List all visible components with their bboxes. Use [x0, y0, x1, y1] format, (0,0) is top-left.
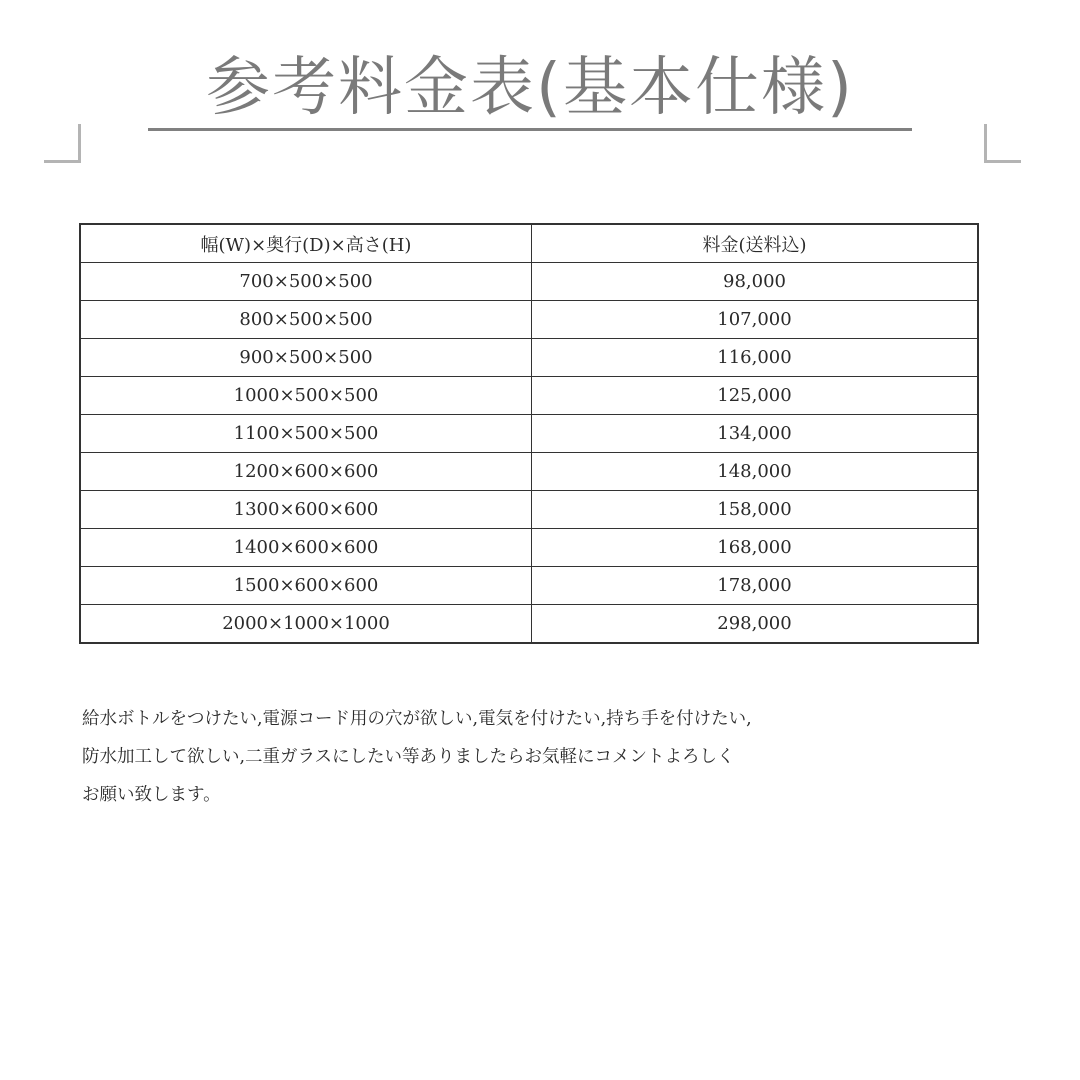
note-line: 給水ボトルをつけたい,電源コード用の穴が欲しい,電気を付けたい,持ち手を付けたい,: [82, 709, 752, 729]
size-cell: 2000×1000×1000: [80, 605, 532, 644]
price-cell: 98,000: [532, 263, 979, 301]
price-cell: 148,000: [532, 453, 979, 491]
price-cell: 116,000: [532, 339, 979, 377]
size-cell: 1200×600×600: [80, 453, 532, 491]
header-price: 料金(送料込): [532, 224, 979, 263]
customization-notes: [82, 700, 962, 814]
table-row: [80, 453, 978, 491]
price-cell: 298,000: [532, 605, 979, 644]
size-cell: 1400×600×600: [80, 529, 532, 567]
table-row: [80, 567, 978, 605]
table-row: [80, 415, 978, 453]
price-cell: 158,000: [532, 491, 979, 529]
table-row: [80, 529, 978, 567]
price-cell: 178,000: [532, 567, 979, 605]
table-row: [80, 605, 978, 644]
table-row: [80, 301, 978, 339]
size-cell: 800×500×500: [80, 301, 532, 339]
note-line: お願い致します。: [82, 785, 221, 805]
table-row: [80, 491, 978, 529]
size-cell: 1500×600×600: [80, 567, 532, 605]
size-cell: 700×500×500: [80, 263, 532, 301]
price-cell: 107,000: [532, 301, 979, 339]
table-row: [80, 377, 978, 415]
price-cell: 168,000: [532, 529, 979, 567]
size-cell: 1100×500×500: [80, 415, 532, 453]
size-cell: 1000×500×500: [80, 377, 532, 415]
page-title: 参考料金表(基本仕様): [206, 51, 854, 125]
size-cell: 900×500×500: [80, 339, 532, 377]
header-size: 幅(W)×奥行(D)×高さ(H): [80, 224, 532, 263]
crop-mark-left: [44, 124, 81, 163]
crop-mark-right: [984, 124, 1021, 163]
price-table: [79, 223, 979, 644]
table-header-row: [80, 224, 978, 263]
price-cell: 125,000: [532, 377, 979, 415]
size-cell: 1300×600×600: [80, 491, 532, 529]
title-underline: [148, 128, 912, 131]
table-row: [80, 263, 978, 301]
table-row: [80, 339, 978, 377]
price-cell: 134,000: [532, 415, 979, 453]
note-line: 防水加工して欲しい,二重ガラスにしたい等ありましたらお気軽にコメントよろしく: [82, 747, 735, 767]
